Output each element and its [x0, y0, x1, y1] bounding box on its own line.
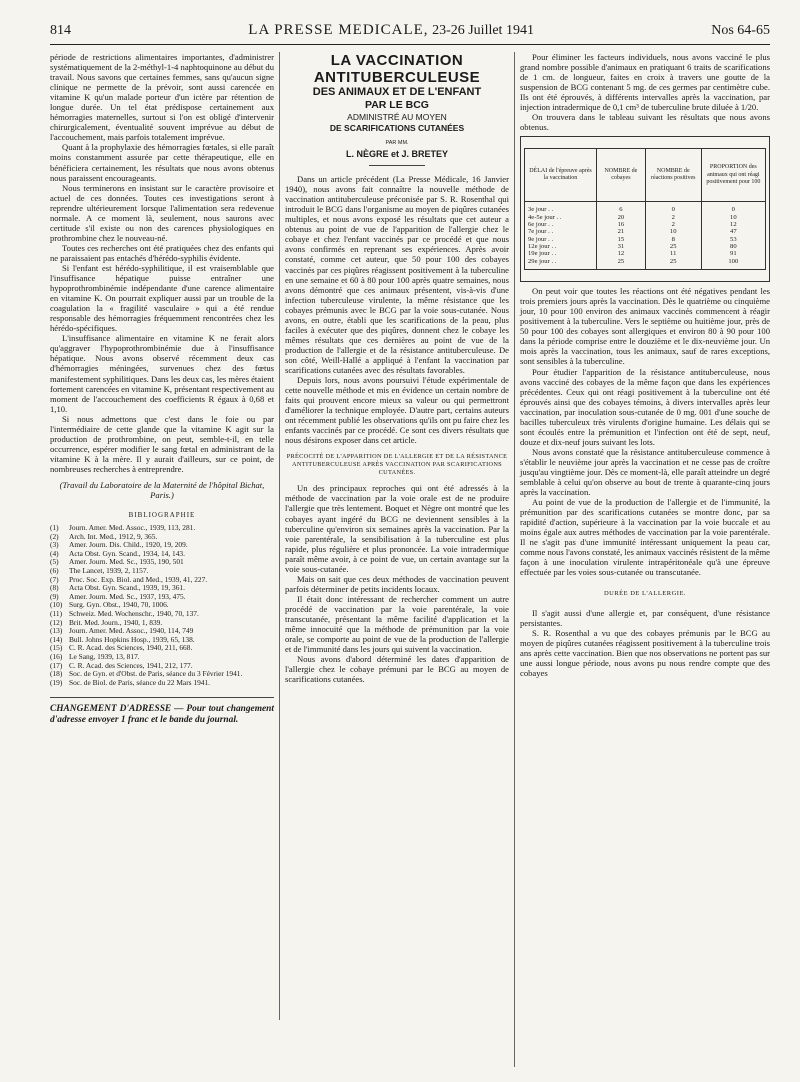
proportion-cell: 100 [701, 258, 765, 270]
paragraph: Nous avons d'abord déterminé les dates d'apparition de l'allergie chez le cobaye prémuni par le BCG au moyen de scarifications cutanées. [285, 654, 509, 685]
proportion-cell: 80 [701, 243, 765, 250]
delay-cell: 3e jour . . [525, 202, 597, 214]
delay-cell: 19e jour . . [525, 250, 597, 257]
guinea-pig-count-cell: 16 [596, 221, 645, 228]
table-row [525, 221, 766, 228]
byline-par: PAR MM. [385, 140, 409, 146]
reference-number: (1) [50, 523, 59, 533]
column-2 [285, 52, 509, 684]
delay-cell: 6e jour . . [525, 221, 597, 228]
reference-number: (6) [50, 566, 59, 576]
reference-number: (15) [50, 643, 63, 653]
column-divider [514, 52, 515, 1067]
reference-text: Surg. Gyn. Obst., 1940, 70, 1006. [69, 600, 169, 610]
table-row [525, 202, 766, 214]
positive-reactions-cell: 2 [645, 214, 701, 221]
table-header: DÉLAI de l'épreuve après la vaccination [525, 149, 597, 202]
reference-number: (2) [50, 531, 59, 541]
guinea-pig-count-cell: 25 [596, 258, 645, 270]
table-row [525, 243, 766, 250]
proportion-cell: 53 [701, 236, 765, 243]
paragraph: L'insuffisance alimentaire en vitamine K ne ferait alors qu'aggraver l'hypoprothrombinémie due à l'insuffisance hépatique. Nous avons observé récemment deux cas d'hémorragies méningées, survenues chez des fœtus manifestement syphilitiques. Dans les deux cas, les mères étaient fortement carencées en vitamine K, présentant respectivement au moment de l'accouchement des coefficients R égaux à 0,68 et 1,10. [50, 333, 274, 414]
guinea-pig-count-cell: 31 [596, 243, 645, 250]
article-subtitle: DES ANIMAUX ET DE L'ENFANT [312, 86, 482, 98]
reference-number: (10) [50, 600, 63, 610]
paragraph: période de restrictions alimentaires importantes, d'administrer systématiquement de la 2-méthyl-1-4 naphtoquinone au début du travail. Nous savons que certaines femmes, sans qu'aucun signe clinique ne permette de la prévoir, sont aussi carencée en vitamine K qu'un malade porteur d'un ictère par rétention de longue durée. Un tel état prédispose certainement aux hémorragies maternelles, surtout si l'on est obligé d'intervenir chirurgicalement, éventualité souvent imprévue au début de l'accouchement, mais parfois totalement imprévue. [50, 52, 274, 143]
issue-number: Nos 64-65 [711, 23, 770, 38]
header-rule [50, 44, 770, 45]
reference-text: Le Sang, 1939, 13, 817. [69, 652, 140, 662]
reference-text: Schweiz. Med. Wochenschr., 1940, 70, 137. [69, 609, 199, 619]
delay-cell: 4e-5e jour . . [525, 214, 597, 221]
table-row [525, 236, 766, 243]
reference-text: Amer. Journ. Med. Sc., 1937, 193, 475. [69, 591, 186, 601]
reference-number: (8) [50, 583, 59, 593]
delay-cell: 29e jour . . [525, 258, 597, 270]
table-row [525, 250, 766, 257]
column-3 [520, 52, 770, 678]
reference-text: Arch. Int. Med., 1912, 9, 365. [69, 531, 158, 541]
reference-number: (9) [50, 591, 59, 601]
bibliography-list [50, 524, 274, 687]
paragraph: Il était donc intéressant de rechercher comment un autre procédé de vaccination par la voie parentérale, la voie transcutanée, présentant la même facilité d'application et la même innocuité que la méthode de prémunition par la voie orale, se comporte au point de vue de la production de l'allergie et de l'immunité dans les jours qui suivent la vaccination. [285, 593, 509, 655]
reference-text: Soc. de Biol. de Paris, séance du 22 Mars 1941. [69, 677, 211, 687]
positive-reactions-cell: 25 [645, 243, 701, 250]
table-body [525, 202, 766, 270]
article-title: LA VACCINATION [330, 52, 464, 69]
reference-number: (4) [50, 548, 59, 558]
reference-text: The Lancet, 1939, 2, 1157. [69, 566, 149, 576]
results-table-frame [520, 136, 770, 282]
paragraph: Si l'enfant est hérédo-syphilitique, il est vraisemblable que l'insuffisance hépatique puisse entraîner une hypoprothrombinémie indépendante d'une carence alimentaire en vitamine K. On pourrait expliquer aussi par un trouble de la coagulation la « fragilité vasculaire » qui a été rendue responsable des hémorragies fréquemment rencontrées chez les hérédo-spécifiques. [50, 262, 274, 334]
results-table [524, 148, 766, 270]
reference-number: (18) [50, 669, 63, 679]
positive-reactions-cell: 8 [645, 236, 701, 243]
paragraph: Il s'agit aussi d'une allergie et, par conséquent, d'une résistance persistantes. [520, 607, 770, 628]
reference-text: Journ. Amer. Med. Assoc., 1940, 114, 749 [69, 626, 194, 636]
reference-text: Bull. Johns Hopkins Hosp., 1939, 65, 138. [69, 634, 195, 644]
page-number: 814 [50, 23, 71, 38]
paragraph: Si nous admettons que c'est dans le foie ou par l'intermédiaire de cette glande que la vitamine K agit sur la production de prothrombine, on peut, semble-t-il, en telle occurrence, espérer modifier le sang fœtal en administrant de la vitamine K à la mère. Il y aurait d'ailleurs, sur ce point, de nombreuses recherches à entreprendre. [50, 413, 274, 474]
reference-text: Acta Obst. Gyn. Scand., 1934, 14, 143. [69, 548, 185, 558]
delay-cell: 12e jour . . [525, 243, 597, 250]
guinea-pig-count-cell: 15 [596, 236, 645, 243]
bibliography-entry [50, 679, 274, 688]
journal-title: LA PRESSE MEDICALE, [248, 22, 429, 38]
reference-number: (16) [50, 652, 63, 662]
change-of-address-notice: CHANGEMENT D'ADRESSE — Pour tout changement d'adresse envoyer 1 franc et le bande du journal. [50, 704, 274, 726]
article-subtitle: PAR LE BCG [365, 99, 429, 111]
proportion-cell: 91 [701, 250, 765, 257]
paragraph: Un des principaux reproches qui ont été adressés à la méthode de vaccination par la voie orale est de ne produire l'allergie que très lentement. Boquet et Nègre ont montré que les cobayes ayant ingéré du BCG ne deviennent sensibles à la tuberculine qu'environ six semaines après la vaccination. Par la voie parentérale, la sensibilisation à la tuberculine est plus rapide, plus régulière et plus prononcée. La voie intradermique paraît même avoir, à ce point de vue, un certain avantage sur la voie sous-cutanée. [285, 483, 509, 574]
reference-text: C. R. Acad. des Sciences, 1940, 211, 668. [69, 643, 193, 653]
reference-number: (3) [50, 540, 59, 550]
guinea-pig-count-cell: 12 [596, 250, 645, 257]
reference-text: Acta Obst. Gyn. Scand., 1939, 19, 361. [69, 583, 185, 593]
delay-cell: 7e jour . . [525, 228, 597, 235]
paragraph: Pour éliminer les facteurs individuels, nous avons vacciné le plus grand nombre possible d'animaux en pratiquant 6 traits de scarifications de 1 cm. de longueur, faites en croix à travers une goutte de la suspension de BCG contenant 5 mg. de ces germes par centimètre cube. Ils ont été éprouvés, à différents intervalles après la vaccination, par injection intradermique de 0,1 cm³ de tuberculine brute diluée à 1/20. [520, 52, 770, 113]
proportion-cell: 12 [701, 221, 765, 228]
paragraph: Nous avons constaté que la résistance antituberculeuse commence à s'établir le neuvième jour après la vaccination et ne cesse pas de croître jusqu'au vingtième jour. Dès ce moment-là, elle paraît atteindre un degré semblable à celui qu'on observe au bout de trente à quarante-cinq jours après la vaccination. [520, 446, 770, 498]
reference-text: Soc. de Gyn. et d'Obst. de Paris, séance du 3 Février 1941. [69, 669, 243, 679]
article-subtitle: ADMINISTRÉ AU MOYEN [347, 112, 447, 122]
article-subtitle: DE SCARIFICATIONS CUTANÉES [329, 123, 465, 133]
lab-credit: (Travail du Laboratoire de la Maternité de l'hôpital Bichat, Paris.) [59, 479, 265, 501]
proportion-cell: 47 [701, 228, 765, 235]
guinea-pig-count-cell: 6 [596, 202, 645, 214]
delay-cell: 9e jour . . [525, 236, 597, 243]
reference-text: Journ. Amer. Med. Assoc., 1939, 113, 281. [69, 523, 196, 533]
paragraph: Au point de vue de la production de l'allergie et de l'immunité, la prémunition par des scarifications cutanées se montre donc, par sa rapidité d'action, supérieure à la vaccination par la voie buccale et au moins égale aux autres méthodes de vaccination par la voie parentérale. Il ne s'agit pas d'une immunité intéressant uniquement la peau car, comme nous l'avons constaté, les animaux vaccinés résistent de la même façon à une inoculation virulente intrapéritonéale qu'à une épreuve effectuée par les voies sous-cutanée ou transcutanée. [520, 497, 770, 578]
column-1 [50, 52, 274, 726]
article-authors: L. NÈGRE et J. BRETEY [345, 149, 449, 160]
reference-number: (19) [50, 677, 63, 687]
reference-number: (13) [50, 626, 63, 636]
bibliography-title: BIBLIOGRAPHIE [128, 511, 196, 520]
reference-number: (14) [50, 634, 63, 644]
journal-line [248, 22, 534, 39]
reference-number: (17) [50, 660, 63, 670]
table-header: NOMBRE de réactions positives [645, 149, 701, 202]
issue-date: 23-26 Juillet 1941 [432, 23, 534, 38]
positive-reactions-cell: 0 [645, 202, 701, 214]
reference-text: Amer. Journ. Med. Sc., 1935, 190, 501 [69, 557, 184, 567]
divider [50, 697, 274, 698]
table-row [525, 258, 766, 270]
article-title: ANTITUBERCULEUSE [313, 69, 481, 86]
table-header: PROPORTION des animaux qui ont réagi positivement pour 100 [701, 149, 765, 202]
positive-reactions-cell: 25 [645, 258, 701, 270]
positive-reactions-cell: 2 [645, 221, 701, 228]
page-header [50, 22, 770, 42]
reference-text: Proc. Soc. Exp. Biol. and Med., 1939, 41, 227. [69, 574, 208, 584]
reference-number: (7) [50, 574, 59, 584]
table-row [525, 214, 766, 221]
table-header: NOMBRE de cobayes [596, 149, 645, 202]
paragraph: Depuis lors, nous avons poursuivi l'étude expérimentale de cette nouvelle méthode et mis en évidence un certain nombre de faits qui prouvent encore mieux sa valeur ou qui permettront d'améliorer la technique employée. D'autre part, certains auteurs ont récemment publié les observations qu'ils ont pu faire chez les enfants vaccinés par ce procédé. Ce sont ces divers résultats que nous désirons exposer dans cet article. [285, 375, 509, 446]
positive-reactions-cell: 11 [645, 250, 701, 257]
reference-text: Amer. Journ. Dis. Child., 1920, 19, 209. [69, 540, 188, 550]
guinea-pig-count-cell: 21 [596, 228, 645, 235]
paragraph: Quant à la prophylaxie des hémorragies fœtales, si elle paraît moins constamment assurée par cette thérapeutique, elle en bénéficiera certainement, les résultats que nous avons obtenus nous paraissent encourageants. [50, 142, 274, 183]
reference-text: C. R. Acad. des Sciences, 1941, 212, 177. [69, 660, 193, 670]
divider [369, 165, 425, 166]
paragraph: On peut voir que toutes les réactions ont été négatives pendant les trois premiers jours après la vaccination. Dès le quatrième ou cinquième jour, 10 pour 100 environ des animaux vaccinés commencent à réagir positivement à la tuberculine. Vers le septième ou huitième jour, près de 50 pour 100 des cobayes sont allergiques et environ 80 à 90 pour 100 dans la période comprise entre le douzième et le dix-neuvième jour. Un mois après la vaccination, tous les animaux, sauf de rares exceptions, sont sensibles à la tuberculine. [520, 286, 770, 367]
paragraph: On trouvera dans le tableau suivant les résultats que nous avons obtenus. [520, 112, 770, 133]
column-divider [279, 52, 280, 1020]
positive-reactions-cell: 10 [645, 228, 701, 235]
reference-number: (11) [50, 609, 63, 619]
paragraph: Nous terminerons en insistant sur le caractère provisoire et actuel de ces données. Toutes ces investigations seront à reprendre ultérieurement lorsque l'alimentation sera redevenue normale. A ce moment là, seulement, nous saurons avec certitude s'il existe ou non des carences physiologiques en prothrombine chez le nouveau-né. [50, 182, 274, 243]
paragraph: Toutes ces recherches ont été pratiquées chez des enfants qui ne paraissaient pas entachés d'hérédo-syphilis évidente. [50, 242, 274, 263]
section-heading: PRÉCOCITÉ DE L'APPARITION DE L'ALLERGIE ET DE LA RÉSISTANCE ANTITUBERCULEUSE APRÈS VACCINATION PAR SCARIFICATIONS CUTANÉES. [286, 453, 508, 477]
reference-number: (12) [50, 617, 63, 627]
paragraph: S. R. Rosenthal a vu que des cobayes prémunis par le BCG au moyen de piqûres cutanées réagissent positivement à la tuberculine trois ans après cette vaccination. Bien que nos observations ne portent pas sur une aussi longue période, nous avons pu nous rendre compte que des cobayes [520, 627, 770, 678]
paragraph: Mais on sait que ces deux méthodes de vaccination peuvent parfois déterminer de petits incidents locaux. [285, 573, 509, 594]
section-heading: DURÉE DE L'ALLERGIE. [603, 590, 687, 598]
table-row [525, 228, 766, 235]
proportion-cell: 0 [701, 202, 765, 214]
guinea-pig-count-cell: 20 [596, 214, 645, 221]
proportion-cell: 10 [701, 214, 765, 221]
paragraph: Dans un article précédent (La Presse Médicale, 16 Janvier 1940), nous avons fait connaître la nouvelle méthode de vaccination antituberculeuse préconisée par S. R. Rosenthal qui introduit le BCG dans l'organisme au moyen de piqûres cutanées multiples, et nous avons exposé les résultats que cet auteur a obtenus au point de vue de l'apparition de l'allergie chez le cobaye et chez l'enfant vaccinés par ce procédé et que nous avons confirmés en reprenant ses expériences. Après avoir constaté, comme cet auteur, que 50 pour 100 des cobayes vaccinés par ces piqûres réagissent positivement à la tuberculine en une semaine et 60 à 80 pour 100 après quatre semaines, nous avons démontré que ces animaux présentent, vis-à-vis d'une infection tuberculeuse virulente, la même résistance que les cobayes prémunis avec le BCG par la voie sous-cutanée. Nous avons, en outre, établi que les scarifications de la peau, plus faciles à exécuter que des piqûres, donnent chez le cobaye les mêmes résultats que ces dernières au point de vue de la production de l'allergie et de la résistance antituberculeuse. De son côté, Weill-Hallé a appliqué à l'enfant la vaccination par scarifications cutanées avec des résultats favorables. [285, 174, 509, 375]
paragraph: Pour étudier l'apparition de la résistance antituberculeuse, nous avons vacciné des cobayes de la même façon que dans les expériences précédentes. Ceux qui ont réagi positivement à la tuberculine ont été éprouvés ainsi que des cobayes témoins, à divers intervalles après leur vaccination, par inoculation sous-cutanée de 0 mg. 001 d'une souche de bacilles tuberculeux très virulents d'origine humaine. Les délais qui se sont écoulés entre la prémunition et l'infection ont été de sept, neuf, douze et dix-neuf jours suivant les lots. [520, 366, 770, 447]
article-heading [285, 52, 509, 159]
reference-text: Brit. Med. Journ., 1940, 1, 839. [69, 617, 163, 627]
reference-number: (5) [50, 557, 59, 567]
